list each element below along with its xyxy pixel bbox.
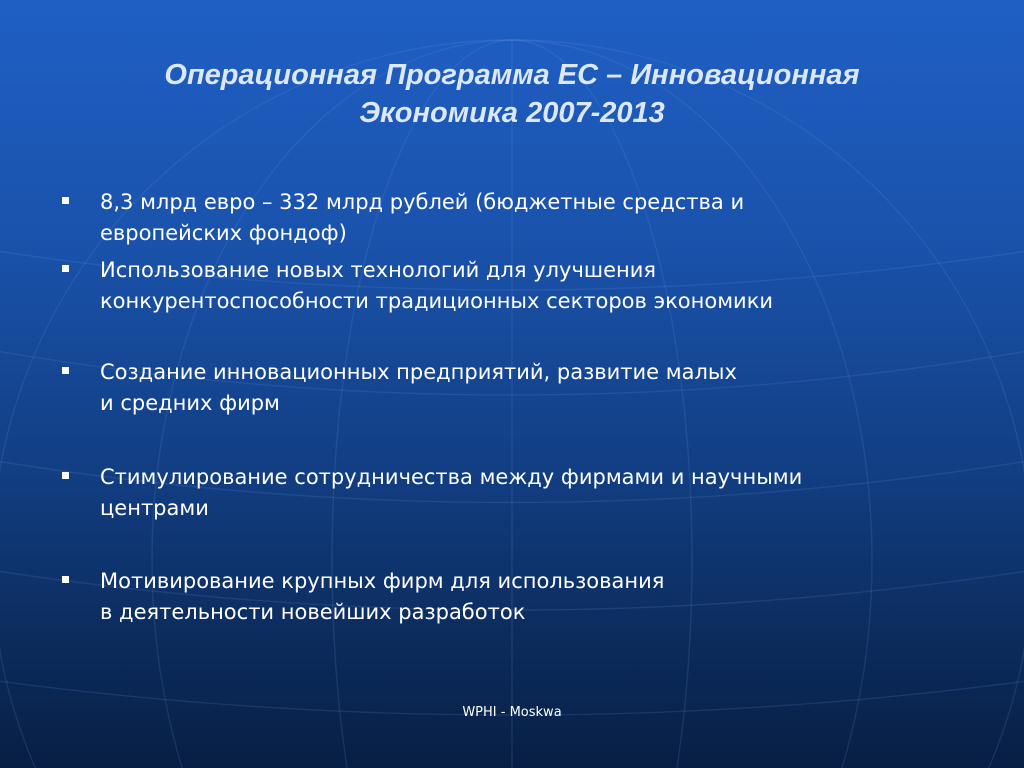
square-bullet-icon [62, 197, 69, 204]
slide-title-line: Операционная Программа ЕС – Инновационная [164, 59, 860, 91]
bullet-item [62, 357, 962, 419]
bullet-item [62, 566, 962, 628]
bullet-text-line: 8,3 млрд евро – 332 млрд рублей (бюджетные средства и [100, 190, 745, 214]
bullet-text [100, 462, 962, 524]
square-bullet-icon [62, 472, 69, 479]
bullet-text-line: европейских фондоф) [100, 221, 347, 245]
bullet-text [100, 255, 962, 317]
square-bullet-icon [62, 265, 69, 272]
slide-title-line: Экономика 2007-2013 [359, 97, 665, 129]
slide-footer: WPHI - Moskwa [462, 705, 562, 720]
bullet-item [62, 187, 962, 249]
bullet-text-line: Мотивирование крупных фирм для использования [100, 569, 665, 593]
slide-title [60, 56, 964, 132]
bullet-item [62, 462, 962, 524]
square-bullet-icon [62, 576, 69, 583]
bullet-item [62, 255, 962, 317]
bullet-text [100, 187, 962, 249]
bullet-text-line: Создание инновационных предприятий, развитие малых [100, 360, 737, 384]
bullet-text-line: Использование новых технологий для улучшения [100, 258, 657, 282]
bullet-text-line: центрами [100, 496, 209, 520]
bullet-text [100, 357, 962, 419]
bullet-text-line: в деятельности новейших разработок [100, 600, 526, 624]
bullet-text-line: и средних фирм [100, 391, 280, 415]
square-bullet-icon [62, 367, 69, 374]
bullet-text [100, 566, 962, 628]
bullet-text-line: конкурентоспособности традиционных секторов экономики [100, 289, 774, 313]
bullet-text-line: Стимулирование сотрудничества между фирмами и научными [100, 465, 803, 489]
